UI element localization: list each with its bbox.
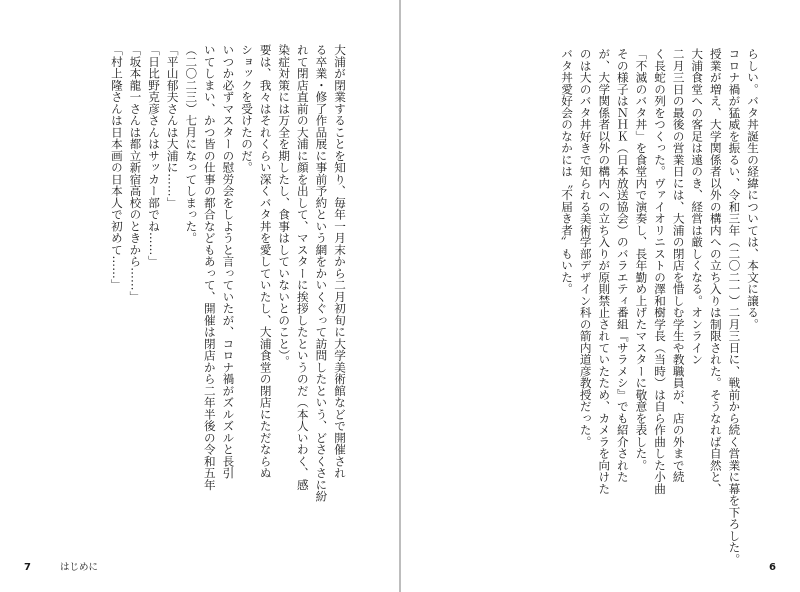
body-line: コロナ禍が猛威を振るい、令和三年（二〇二一）二月三日に、戦前から続く営業に幕を下ろした。: [727, 48, 742, 565]
quote-line: 「村上隆さんは日本画の日本人で初めて……」: [109, 44, 124, 291]
body-line: 大浦食堂への客足は遠のき、経営は厳しくなる。オンライン: [690, 48, 705, 366]
body-line: が、大学関係者以外の構内への立ち入りが原則禁止されていたため、カメラを向けた: [597, 48, 612, 495]
body-line: 二月三日の最後の営業日には、大浦の閉店を惜しむ学生や教職員が、店の外まで続: [671, 48, 686, 483]
quote-line: 「坂本龍一さんは都立新宿高校のときから……」: [128, 44, 143, 303]
body-line: （二〇二三）七月になってしまった。: [184, 44, 199, 244]
body-line: のは大のバタ丼好きで知られる美術学部デザイン科の箭内道彦教授だった。: [578, 48, 593, 448]
body-line: 要は、我々はそれくらい深くバタ丼を愛していたし、大浦食堂の閉店にただならぬ: [258, 44, 273, 479]
body-line: る卒業・修了作品展に事前予約という網をかいくぐって訪問したという、どさくさに紛: [314, 44, 329, 503]
page-number-right: 6: [769, 562, 776, 573]
body-line: れて閉店直前の大浦に顔を出して、マスターに挨拶したというのだ（本人いわく、感: [295, 44, 310, 491]
right-page: [401, 0, 800, 592]
left-page: [0, 0, 399, 592]
running-head: はじめに: [60, 562, 99, 573]
body-line: 大浦が閉業することを知り、毎年一月末から二月初旬に大学美術館などで開催され: [333, 44, 347, 479]
body-line: く長蛇の列をつくった。ヴァイオリニストの澤和樹学長（当時）は自ら作曲した小曲: [653, 48, 668, 495]
body-line: 「不滅のバタ丼」を食堂内で演奏し、長年勤め上げたマスターに敬意を表した。: [634, 48, 649, 471]
body-line: らしい。バタ丼誕生の経緯については、本文に譲る。: [746, 48, 760, 330]
body-line: バタ丼愛好会のなかには〝不届き者〟もいた。: [560, 48, 575, 295]
body-line: 授業が増え、大学関係者以外の構内への立ち入りは制限された。そうなれば自然と、: [708, 48, 723, 495]
quote-line: 「日比野克彦さんはサッカー部でね……」: [147, 44, 162, 268]
body-line: いつか必ずマスターの慰労会をしようと言っていたが、コロナ禍がズルズルと長引: [221, 44, 236, 479]
body-line: いてしまい、かつ皆の仕事の都合などもあって、開催は閉店から二年半後の令和五年: [202, 44, 217, 491]
page-number-left: 7: [24, 562, 31, 573]
quote-line: 「平山郁夫さんは大浦に……」: [165, 44, 180, 209]
body-line: その様子はＮＨＫ（日本放送協会）のバラエティ番組『サラメシ』でも紹介された: [615, 48, 630, 483]
left-page-body: [44, 44, 349, 503]
body-line: ショックを受けたのだ。: [240, 44, 255, 174]
body-line: 染症対策には万全を期したし、食事はしていないとのこと）。: [277, 44, 292, 368]
right-page-body: [427, 48, 762, 565]
